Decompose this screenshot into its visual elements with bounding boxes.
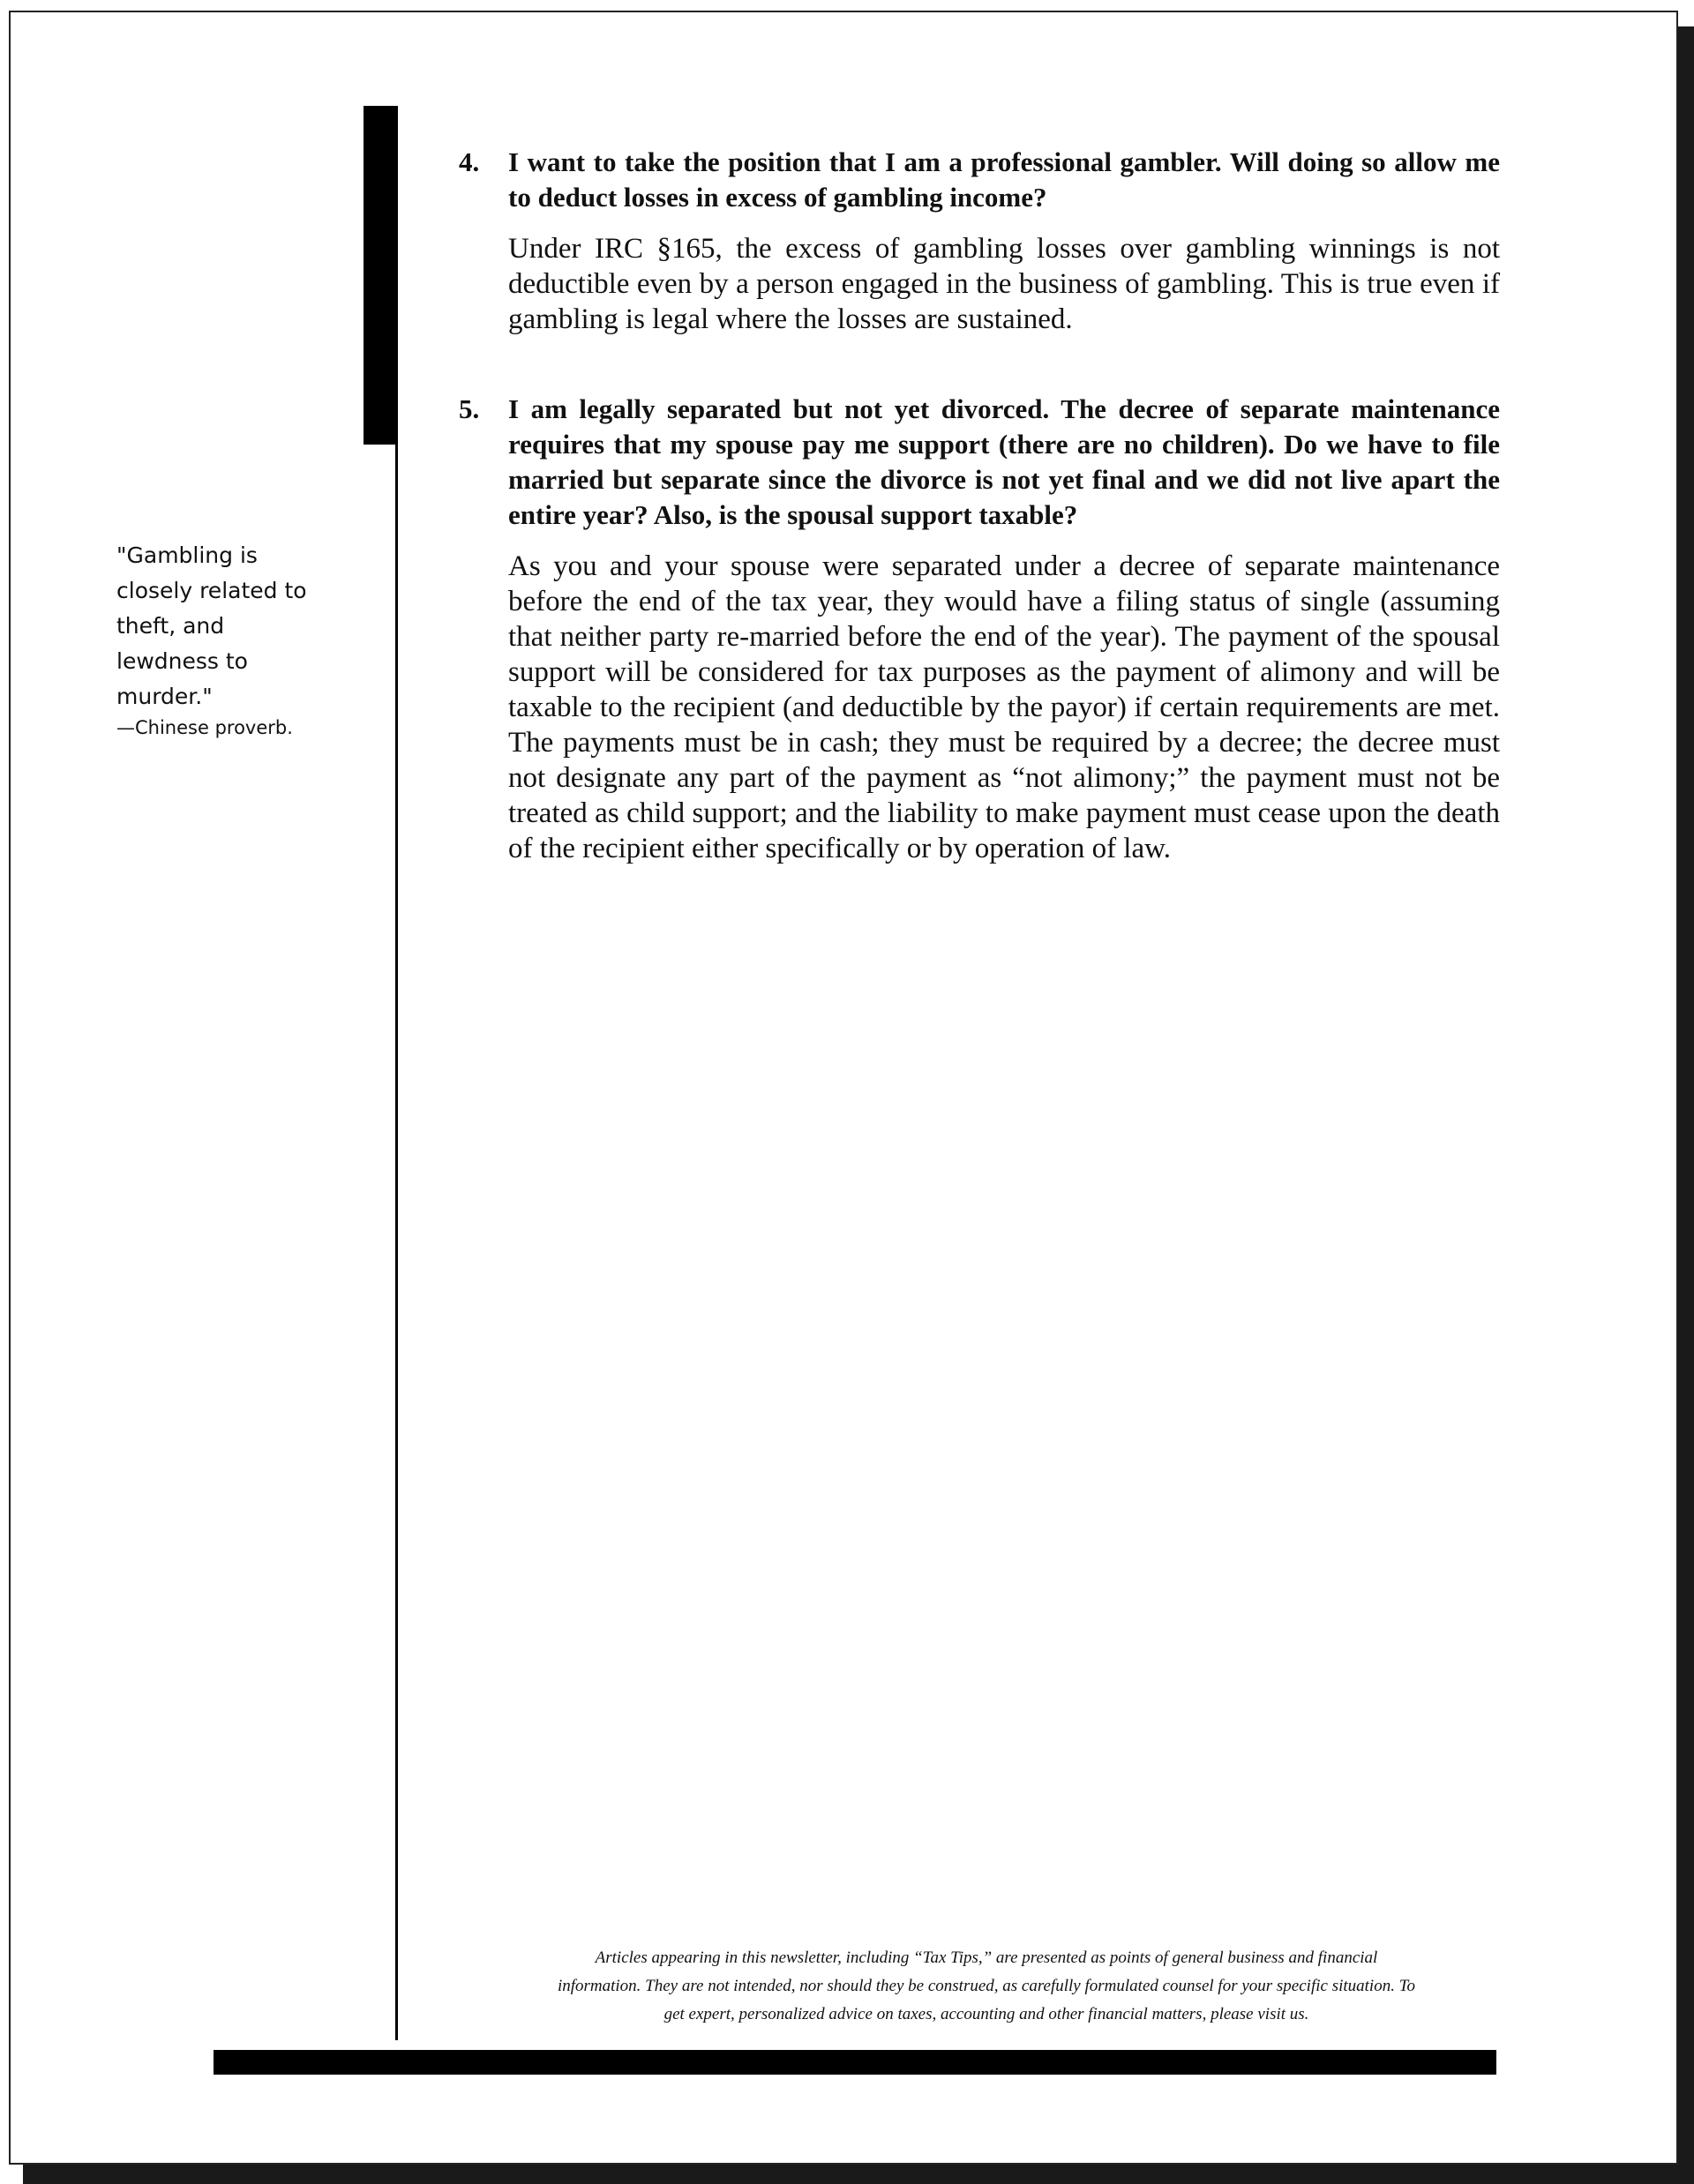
margin-vertical-rule <box>395 106 398 2040</box>
quote-text: "Gambling is closely related to theft, and lewdness to murder." <box>116 542 307 709</box>
question-text: I am legally separated but not yet divorced. The decree of separate maintenance requires that my spouse pay me support (there are no children). Do we have to file married but separate since the divorce is not yet final and we did not live apart the entire year? Also, is the spousal support taxable? <box>508 393 1500 530</box>
question-5 <box>459 392 1500 533</box>
qa-item-5 <box>459 392 1500 866</box>
sidebar-quote <box>116 538 328 741</box>
quote-attribution: —Chinese proverb. <box>116 717 293 738</box>
question-4 <box>459 145 1500 215</box>
footer-disclaimer: Articles appearing in this newsletter, including “Tax Tips,” are presented as points of general business and financial information. They are not intended, nor should they be construed, as carefully formulated counsel for your specific situation. To get expert, personalized advice on taxes, accounting and other financial matters, please visit us. <box>557 1948 1416 2023</box>
answer-5: As you and your spouse were separated under a decree of separate maintenance before the end of the tax year, they would have a filing status of single (assuming that neither party re-married before the end of the year). The payment of the spousal support will be considered for tax purposes as the payment of alimony and will be taxable to the recipient (and deductible by the payor) if certain requirements are met. The payments must be in cash; they must be required by a decree; the decree must not designate any part of the payment as “not alimony;” the payment must not be treated as child support; and the liability to make payment must cease upon the death of the recipient either specifically or by operation of law. <box>508 550 1500 864</box>
question-number: 5. <box>459 393 480 424</box>
qa-content <box>459 145 1500 866</box>
footer-bar <box>214 2050 1496 2075</box>
question-number: 4. <box>459 146 480 177</box>
margin-thick-bar <box>364 106 397 445</box>
newsletter-page <box>9 11 1678 2165</box>
qa-item-4 <box>459 145 1500 337</box>
answer-4: Under IRC §165, the excess of gambling losses over gambling winnings is not deductible even by a person engaged in the business of gambling. This is true even if gambling is legal where the losses are sustained. <box>508 233 1500 335</box>
question-text: I want to take the position that I am a professional gambler. Will doing so allow me to deduct losses in excess of gambling income? <box>508 146 1500 213</box>
